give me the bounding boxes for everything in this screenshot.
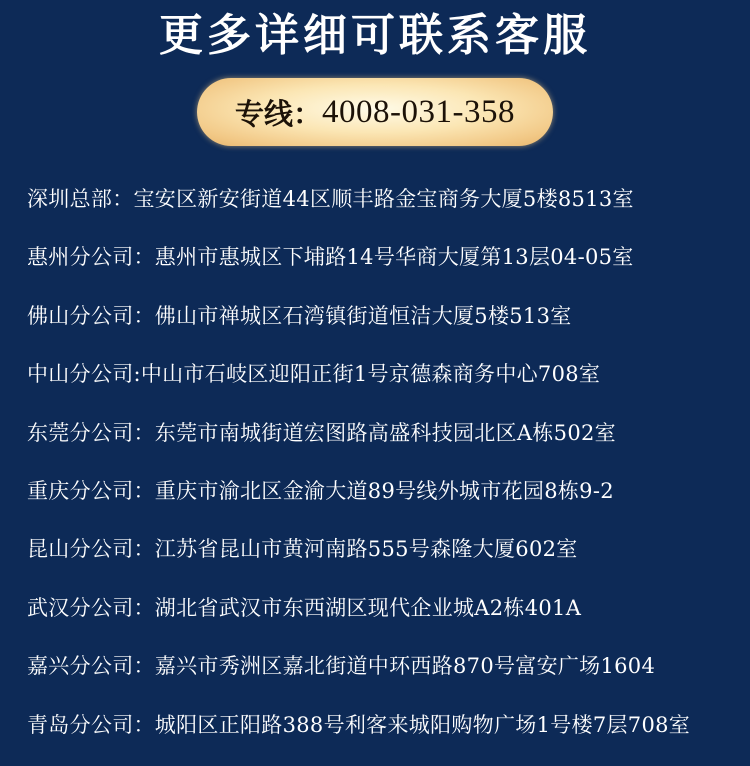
office-list — [27, 175, 747, 759]
office-item-kunshan: 昆山分公司：江苏省昆山市黄河南路555号森隆大厦602室 — [27, 537, 578, 562]
hotline-number: 4008-031-358 — [322, 93, 515, 130]
office-item-jiaxing: 嘉兴分公司：嘉兴市秀洲区嘉北街道中环西路870号富安广场1604 — [27, 654, 656, 679]
office-item-qingdao: 青岛分公司：城阳区正阳路388号利客来城阳购物广场1号楼7层708室 — [27, 712, 691, 737]
office-item-dongguan: 东莞分公司：东莞市南城街道宏图路高盛科技园北区A栋502室 — [27, 420, 616, 445]
office-item-wuhan: 武汉分公司：湖北省武汉市东西湖区现代企业城A2栋401A — [27, 595, 582, 620]
office-item-shenzhen: 深圳总部：宝安区新安街道44区顺丰路金宝商务大厦5楼8513室 — [27, 187, 634, 211]
office-item-foshan: 佛山分公司：佛山市禅城区石湾镇街道恒洁大厦5楼513室 — [27, 303, 572, 328]
office-item-huizhou: 惠州分公司：惠州市惠城区下埔路14号华商大厦第13层04-05室 — [27, 245, 634, 270]
office-item-zhongshan: 中山分公司:中山市石岐区迎阳正街1号京德森商务中心708室 — [27, 362, 601, 387]
hotline-badge — [197, 78, 553, 146]
page-title: 更多详细可联系客服 — [159, 10, 591, 61]
hotline-label: 专线： — [235, 96, 323, 131]
office-item-chongqing: 重庆分公司：重庆市渝北区金渝大道89号线外城市花园8栋9-2 — [27, 478, 614, 503]
